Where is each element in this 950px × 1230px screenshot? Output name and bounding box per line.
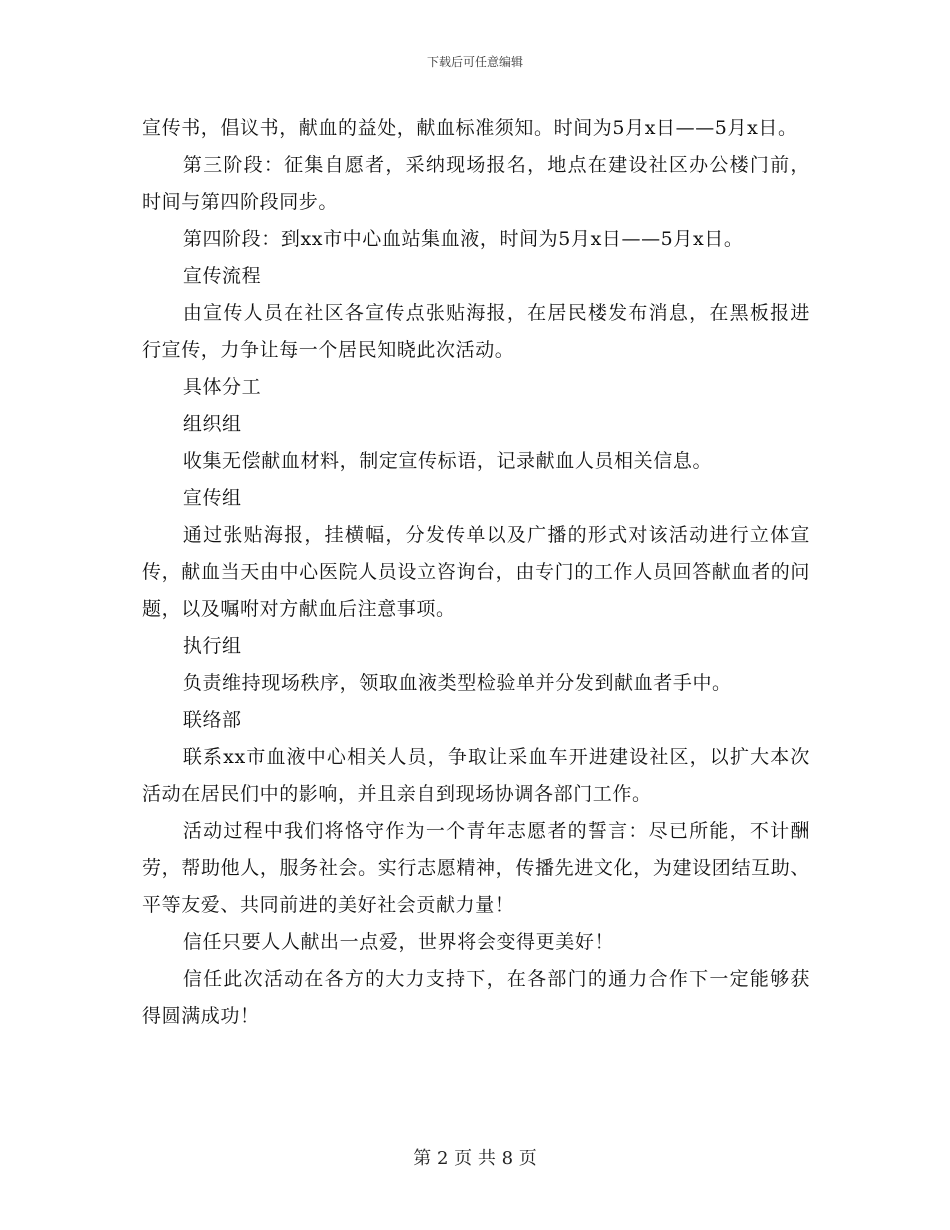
- paragraph: 第三阶段：征集自愿者，采纳现场报名，地点在建设社区办公楼门前，时间与第四阶段同步。: [142, 154, 810, 213]
- page-header: 下载后可任意编辑: [426, 55, 523, 69]
- paragraph: 收集无偿献血材料，制定宣传标语，记录献血人员相关信息。: [182, 450, 713, 472]
- paragraph: 由宣传人员在社区各宣传点张贴海报，在居民楼发布消息，在黑板报进行宣传，力争让每一个居民知晓此次活动。: [142, 302, 810, 361]
- paragraph: 第四阶段：到xx市中心血站集血液，时间为5月x日——5月x日。: [182, 228, 744, 250]
- section-heading: 宣传组: [182, 487, 242, 509]
- page-number-footer: 第 2 页 共 8 页: [413, 1148, 537, 1169]
- paragraph: 负责维持现场秩序，领取血液类型检验单并分发到献血者手中。: [182, 672, 732, 694]
- document-body: [142, 110, 810, 1035]
- paragraph: 信任只要人人献出一点爱，世界将会变得更美好！: [182, 931, 615, 953]
- paragraph: 活动过程中我们将恪守作为一个青年志愿者的誓言：尽已所能，不计酬劳，帮助他人，服务社会。实行志愿精神，传播先进文化，为建设团结互助、平等友爱、共同前进的美好社会贡献力量！: [142, 820, 810, 916]
- paragraph: 通过张贴海报，挂横幅，分发传单以及广播的形式对该活动进行立体宣传，献血当天由中心医院人员设立咨询台，由专门的工作人员回答献血者的问题，以及嘱咐对方献血后注意事项。: [142, 524, 810, 620]
- paragraph: 信任此次活动在各方的大力支持下，在各部门的通力合作下一定能够获得圆满成功！: [142, 968, 810, 1027]
- section-heading: 联络部: [182, 709, 242, 731]
- section-heading: 组织组: [182, 413, 242, 435]
- section-heading: 宣传流程: [182, 265, 262, 287]
- section-heading: 具体分工: [182, 376, 262, 398]
- paragraph: 联系xx市血液中心相关人员，争取让采血车开进建设社区，以扩大本次活动在居民们中的影响，并且亲自到现场协调各部门工作。: [142, 746, 810, 805]
- section-heading: 执行组: [182, 635, 242, 657]
- paragraph: 宣传书，倡议书，献血的益处，献血标准须知。时间为5月x日——5月x日。: [142, 117, 798, 139]
